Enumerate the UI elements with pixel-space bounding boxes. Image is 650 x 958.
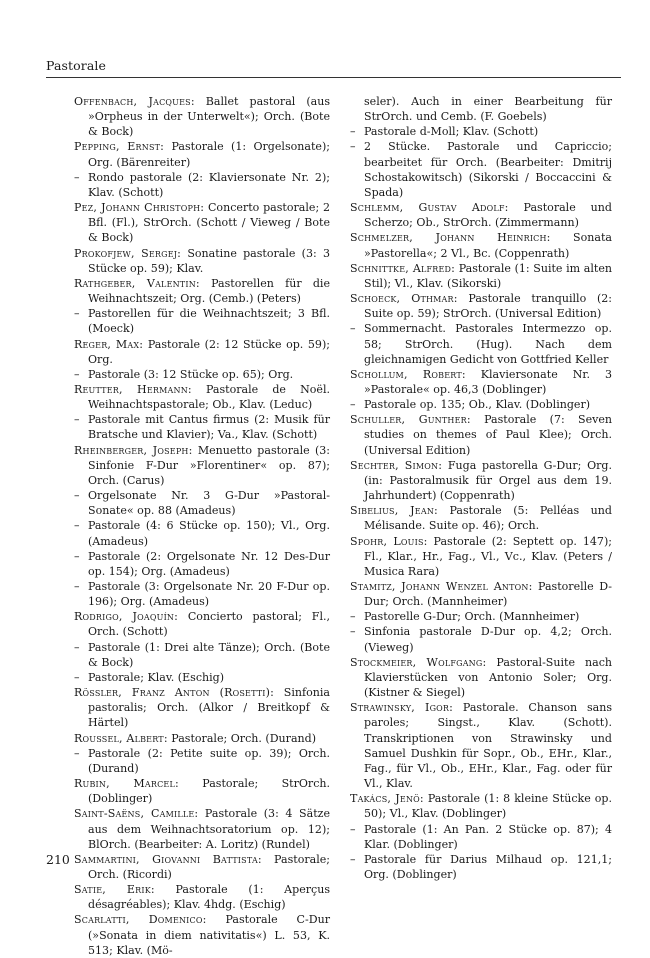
composer-name: Schollum, Robert: [350,367,466,381]
catalog-entry [74,882,330,912]
catalog-entry [74,488,330,518]
entry-dash: – [74,307,80,321]
entry-dash: – [74,670,80,684]
entry-dash: – [74,640,80,654]
entry-text: Pastorale (2: Septett op. 147); Fl., Klar., Hr., Fag., Vl., Vc., Klav. (Peters / Musica Rara) [364,534,612,578]
entry-dash: – [350,625,356,639]
entry-dash: – [74,413,80,427]
left-column [74,94,330,958]
entry-text: Concerto pastorale; 2 Bfl. (Fl.), StrOrch. (Schott / Vieweg / Bote & Bock) [88,201,331,245]
composer-name: Stockmeier, Wolfgang: [350,655,487,669]
entry-dash: – [74,367,80,381]
entry-dash: – [350,610,356,624]
page-number: 210 [46,852,70,867]
entry-text: Pastorale (3: 12 Stücke op. 65); Org. [88,367,294,381]
entry-text: Menuetto pastorale (3: Sinfonie F-Dur »Florentiner« op. 87); Orch. (Carus) [88,443,331,487]
catalog-entry [350,291,612,321]
catalog-entry [350,534,612,579]
catalog-entry [350,624,612,654]
composer-name: Rheinberger, Joseph: [74,443,193,457]
catalog-entry [74,306,330,336]
entry-text: Pastorale und Scherzo; Ob., StrOrch. (Zimmermann) [364,201,612,230]
entry-dash: – [74,549,80,563]
catalog-entry [74,640,330,670]
entry-text: Pastorale (5: Pelléas und Mélisande. Suite op. 46); Orch. [364,504,612,533]
catalog-entry [350,367,612,397]
right-column [350,94,612,882]
catalog-entry [74,443,330,488]
entry-text: Pastorale; Orch. (Ricordi) [88,852,330,881]
entry-text: Klaviersonate Nr. 3 »Pastorale« op. 46,3 (Doblinger) [364,367,612,396]
composer-name: Rathgeber, Valentin: [74,276,200,290]
catalog-entry [74,246,330,276]
catalog-entry [350,579,612,609]
entry-text: Pastorale (1: An Pan. 2 Stücke op. 87); 4 Klar. (Doblinger) [364,822,612,851]
catalog-entry [350,609,612,624]
entry-dash: – [74,746,80,760]
composer-name: Schoeck, Othmar: [350,292,458,306]
entry-text: Rondo pastorale (2: Klaviersonate Nr. 2); Klav. (Schott) [88,170,330,199]
entry-text: Pastorale; Klav. (Eschig) [88,670,225,684]
entry-text: Sonata »Pastorella«; 2 Vl., Bc. (Coppenrath) [364,231,612,260]
entry-text: Pastorale (3: Orgelsonate Nr. 20 F-Dur op. 196); Org. (Amadeus) [88,580,330,609]
catalog-entry [350,321,612,366]
catalog-entry [74,670,330,685]
entry-text: Sinfonia pastorale D-Dur op. 4,2; Orch. (Vieweg) [364,625,612,654]
catalog-entry [74,746,330,776]
composer-name: Prokofjew, Sergej: [74,246,182,260]
catalog-entry [74,852,330,882]
entry-text: seler). Auch in einer Bearbeitung für StrOrch. und Cemb. (F. Goebels) [364,95,612,124]
catalog-entry [74,337,330,367]
catalog-entry [74,170,330,200]
entry-text: Pastorale (1: Drei alte Tänze); Orch. (Bote & Bock) [88,640,330,669]
entry-text: Pastorale (1: Aperçus désagréables); Klav. 4hdg. (Eschig) [88,883,330,912]
entry-text: Concierto pastoral; Fl., Orch. (Schott) [88,610,330,639]
catalog-entry [74,412,330,442]
entry-text: Pastorale; Orch. (Durand) [167,731,317,745]
catalog-entry [74,139,330,169]
catalog-entry [350,261,612,291]
catalog-entry [350,791,612,821]
catalog-entry [74,367,330,382]
entry-text: Pastorale (1: 8 kleine Stücke op. 50); Vl., Klav. (Doblinger) [364,792,612,821]
entry-text: Pastorale (1: Orgelsonate); Org. (Bärenreiter) [88,140,330,169]
composer-name: Pez, Johann Christoph: [74,201,205,215]
entry-text: Pastorale C-Dur (»Sonata in diem nativitatis«) L. 53, K. 513; Klav. (Mö- [88,913,330,957]
entry-text: 2 Stücke. Pastorale und Capriccio; bearbeitet für Orch. (Bearbeiter: Dmitrij Schostakowitsch) (Sikorski / Boccaccini & Spada) [364,140,612,199]
catalog-entry [74,549,330,579]
composer-name: Reutter, Hermann: [74,382,192,396]
catalog-entry [74,94,330,139]
composer-name: Strawinsky, Igor: [350,701,454,715]
composer-name: Schuller, Gunther: [350,413,471,427]
entry-text: Orgelsonate Nr. 3 G-Dur »Pastoral-Sonate« op. 88 (Amadeus) [88,489,330,518]
entry-dash: – [74,519,80,533]
entry-text: Pastorale; StrOrch. (Doblinger) [88,777,331,806]
catalog-entry [350,139,612,200]
catalog-entry [350,655,612,700]
composer-name: Roussel, Albert: [74,731,168,745]
composer-name: Spohr, Louis: [350,534,428,548]
entry-text: Pastorellen für die Weihnachtszeit; Org. (Cemb.) (Peters) [88,276,330,306]
catalog-entry [74,609,330,639]
entry-text: Pastorale mit Cantus firmus (2: Musik für Bratsche und Klavier); Va., Klav. (Schott) [88,413,330,442]
entry-dash: – [74,489,80,503]
composer-name: Rubin, Marcel: [74,777,179,791]
entry-text: Ballet pastoral (aus »Orpheus in der Unterwelt«); Orch. (Bote & Bock) [88,95,331,139]
catalog-entry [350,200,612,230]
entry-dash: – [350,140,356,154]
entry-text: Pastorale (2: Orgelsonate Nr. 12 Des-Dur op. 154); Org. (Amadeus) [88,549,330,578]
composer-name: Takács, Jenö: [350,792,424,806]
composer-name: Sechter, Simon: [350,458,443,472]
entry-text: Pastorale (3: 4 Sätze aus dem Weihnachtsoratorium op. 12); BlOrch. (Bearbeiter: A. Loritz) (Rundel) [88,807,330,851]
entry-dash: – [74,170,80,184]
entry-text: Pastorale (4: 6 Stücke op. 150); Vl., Org. (Amadeus) [88,519,330,548]
catalog-entry [74,200,330,245]
composer-name: Offenbach, Jacques: [74,95,195,108]
catalog-entry [350,700,612,791]
entry-text: Pastorale tranquillo (2: Suite op. 59); StrOrch. (Universal Edition) [364,292,613,321]
composer-name: Satie, Erik: [74,883,155,897]
entry-text: Pastorale (2: 12 Stücke op. 59); Org. [88,337,330,366]
entry-text: Pastoral-Suite nach Klavierstücken von Antonio Soler; Org. (Kistner & Siegel) [364,655,612,700]
catalog-entry [74,579,330,609]
entry-text: Sinfonia pastoralis; Orch. (Alkor / Breitkopf & Härtel) [88,686,330,730]
catalog-entry [74,276,330,306]
catalog-entry [350,124,612,139]
catalog-entry [74,731,330,746]
composer-name: Sibelius, Jean: [350,504,438,518]
entry-text: Sonatine pastorale (3: 3 Stücke op. 59); Klav. [88,246,330,275]
entry-dash: – [74,580,80,593]
composer-name: Pepping, Ernst: [74,140,165,154]
entry-text: Pastorale de Noël. Weihnachtspastorale; Ob., Klav. (Leduc) [88,382,330,412]
entry-dash: – [350,125,356,139]
entry-text: Sommernacht. Pastorales Intermezzo op. 58; StrOrch. (Hug). Nach dem gleichnamigen Gedicht von Gottfried Keller [364,322,612,366]
composer-name: Schlemm, Gustav Adolf: [350,201,509,215]
composer-name: Saint-Saëns, Camille: [74,807,199,821]
entry-text: Pastorale (1: Suite im alten Stil); Vl., Klav. (Sikorski) [364,261,612,290]
composer-name: Scarlatti, Domenico: [74,913,207,927]
running-title: Pastorale [46,58,106,73]
composer-name: Reger, Max: [74,337,144,351]
entry-text: Pastorale (7: Seven studies on themes of Paul Klee); Orch. (Universal Edition) [364,413,613,457]
composer-name: Sammartini, Giovanni Battista: [74,852,262,866]
catalog-entry [74,912,330,957]
entry-dash: – [350,322,356,336]
catalog-entry [350,397,612,412]
catalog-entry [74,685,330,730]
composer-name: Rössler, Franz Anton (Rosetti): [74,686,275,700]
catalog-entry [74,382,330,412]
entry-text: Pastorale für Darius Milhaud op. 121,1; Org. (Doblinger) [364,852,612,881]
catalog-entry [350,412,612,457]
entry-dash: – [350,852,356,866]
header-rule [46,77,621,78]
catalog-entry [350,822,612,852]
entry-text: Pastorelle D-Dur; Orch. (Mannheimer) [364,580,612,609]
catalog-entry [74,518,330,548]
entry-text: Pastorale (2: Petite suite op. 39); Orch. (Durand) [88,746,330,775]
composer-name: Stamitz, Johann Wenzel Anton: [350,580,533,593]
composer-name: Schnittke, Alfred: [350,261,456,275]
entry-text: Pastorelle G-Dur; Orch. (Mannheimer) [364,610,580,624]
entry-text: Pastorale op. 135; Ob., Klav. (Doblinger) [364,398,591,412]
catalog-entry [350,852,612,882]
entry-text: Pastorale d-Moll; Klav. (Schott) [364,125,539,139]
entry-dash: – [350,398,356,412]
entry-text: Pastorale. Chanson sans paroles; Singst., Klav. (Schott). Transkriptionen von Strawinsky und Samuel Dushkin für Sopr., Ob., EHr., Klar., Fag., für Vl., Ob., EHr., Klar., Fag. oder für Vl., Klav. [364,701,612,791]
catalog-entry [74,776,330,806]
composer-name: Rodrigo, Joaquín: [74,610,179,624]
entry-text: Pastorellen für die Weihnachtszeit; 3 Bfl. (Moeck) [88,307,330,336]
entry-dash: – [350,822,356,836]
catalog-entry [74,806,330,851]
catalog-entry [350,458,612,503]
composer-name: Schmelzer, Johann Heinrich: [350,231,551,245]
catalog-entry [350,230,612,260]
catalog-entry [350,94,612,124]
entry-text: Fuga pastorella G-Dur; Org. (in: Pastoralmusik für Orgel aus dem 19. Jahrhundert) (Coppenrath) [364,458,612,503]
catalog-entry [350,503,612,533]
